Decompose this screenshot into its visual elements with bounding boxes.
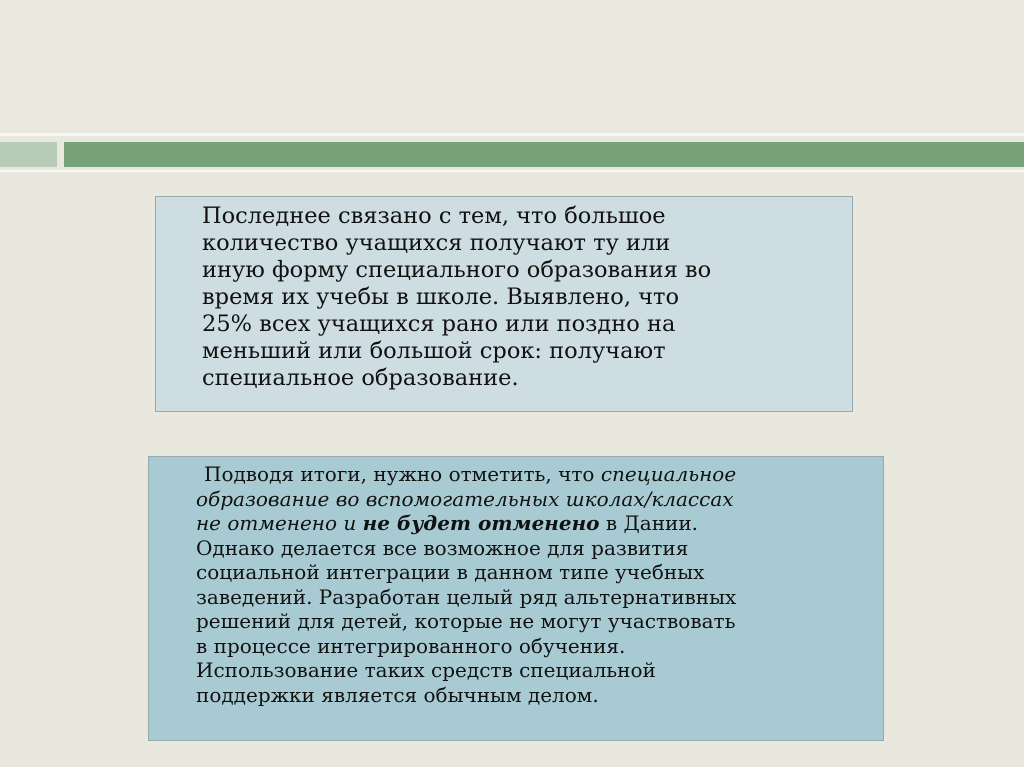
accent-bar-short — [0, 142, 57, 167]
text-line: социальной интеграции в данном типе учебных — [196, 560, 705, 584]
text-line: в процессе интегрированного обучения. — [196, 633, 626, 658]
italic-text: специальное — [600, 462, 737, 486]
text-line: поддержки является обычным делом. — [196, 682, 599, 707]
text-line: решений для детей, которые не могут участвовать — [196, 609, 736, 633]
text-line: Последнее связано с тем, что большое — [202, 203, 666, 229]
text-run: в Дании. — [599, 511, 699, 535]
title-area — [0, 0, 1024, 133]
text-box-upper — [155, 196, 853, 412]
divider-line — [0, 133, 1024, 136]
text-line: 25% всех учащихся рано или поздно на — [202, 311, 676, 337]
text-line: Однако делается все возможное для развития — [196, 535, 689, 560]
divider-line — [0, 170, 1024, 172]
text-line: заведений. Разработан целый ряд альтернативных — [196, 584, 737, 609]
text-line: специальное образование. — [202, 365, 519, 391]
accent-bar-long — [64, 142, 1024, 167]
text-box-lower — [148, 456, 884, 741]
text-line — [196, 487, 867, 512]
italic-text: не отменено и — [196, 511, 363, 535]
bold-italic-text: не будет отменено — [362, 511, 600, 535]
text-line: количество учащихся получают ту или — [202, 230, 671, 256]
text-line: иную форму специального образования во — [202, 257, 712, 283]
text-line: время их учебы в школе. Выявлено, что — [202, 284, 679, 310]
italic-text: образование во вспомогательных школах/классах — [196, 486, 734, 511]
text-line — [196, 462, 867, 487]
text-line — [196, 511, 867, 536]
text-run: Подводя итоги, нужно отметить, что — [204, 462, 601, 486]
text-line: Использование таких средств специальной — [196, 658, 656, 682]
text-line: меньший или большой срок: получают — [202, 338, 666, 364]
